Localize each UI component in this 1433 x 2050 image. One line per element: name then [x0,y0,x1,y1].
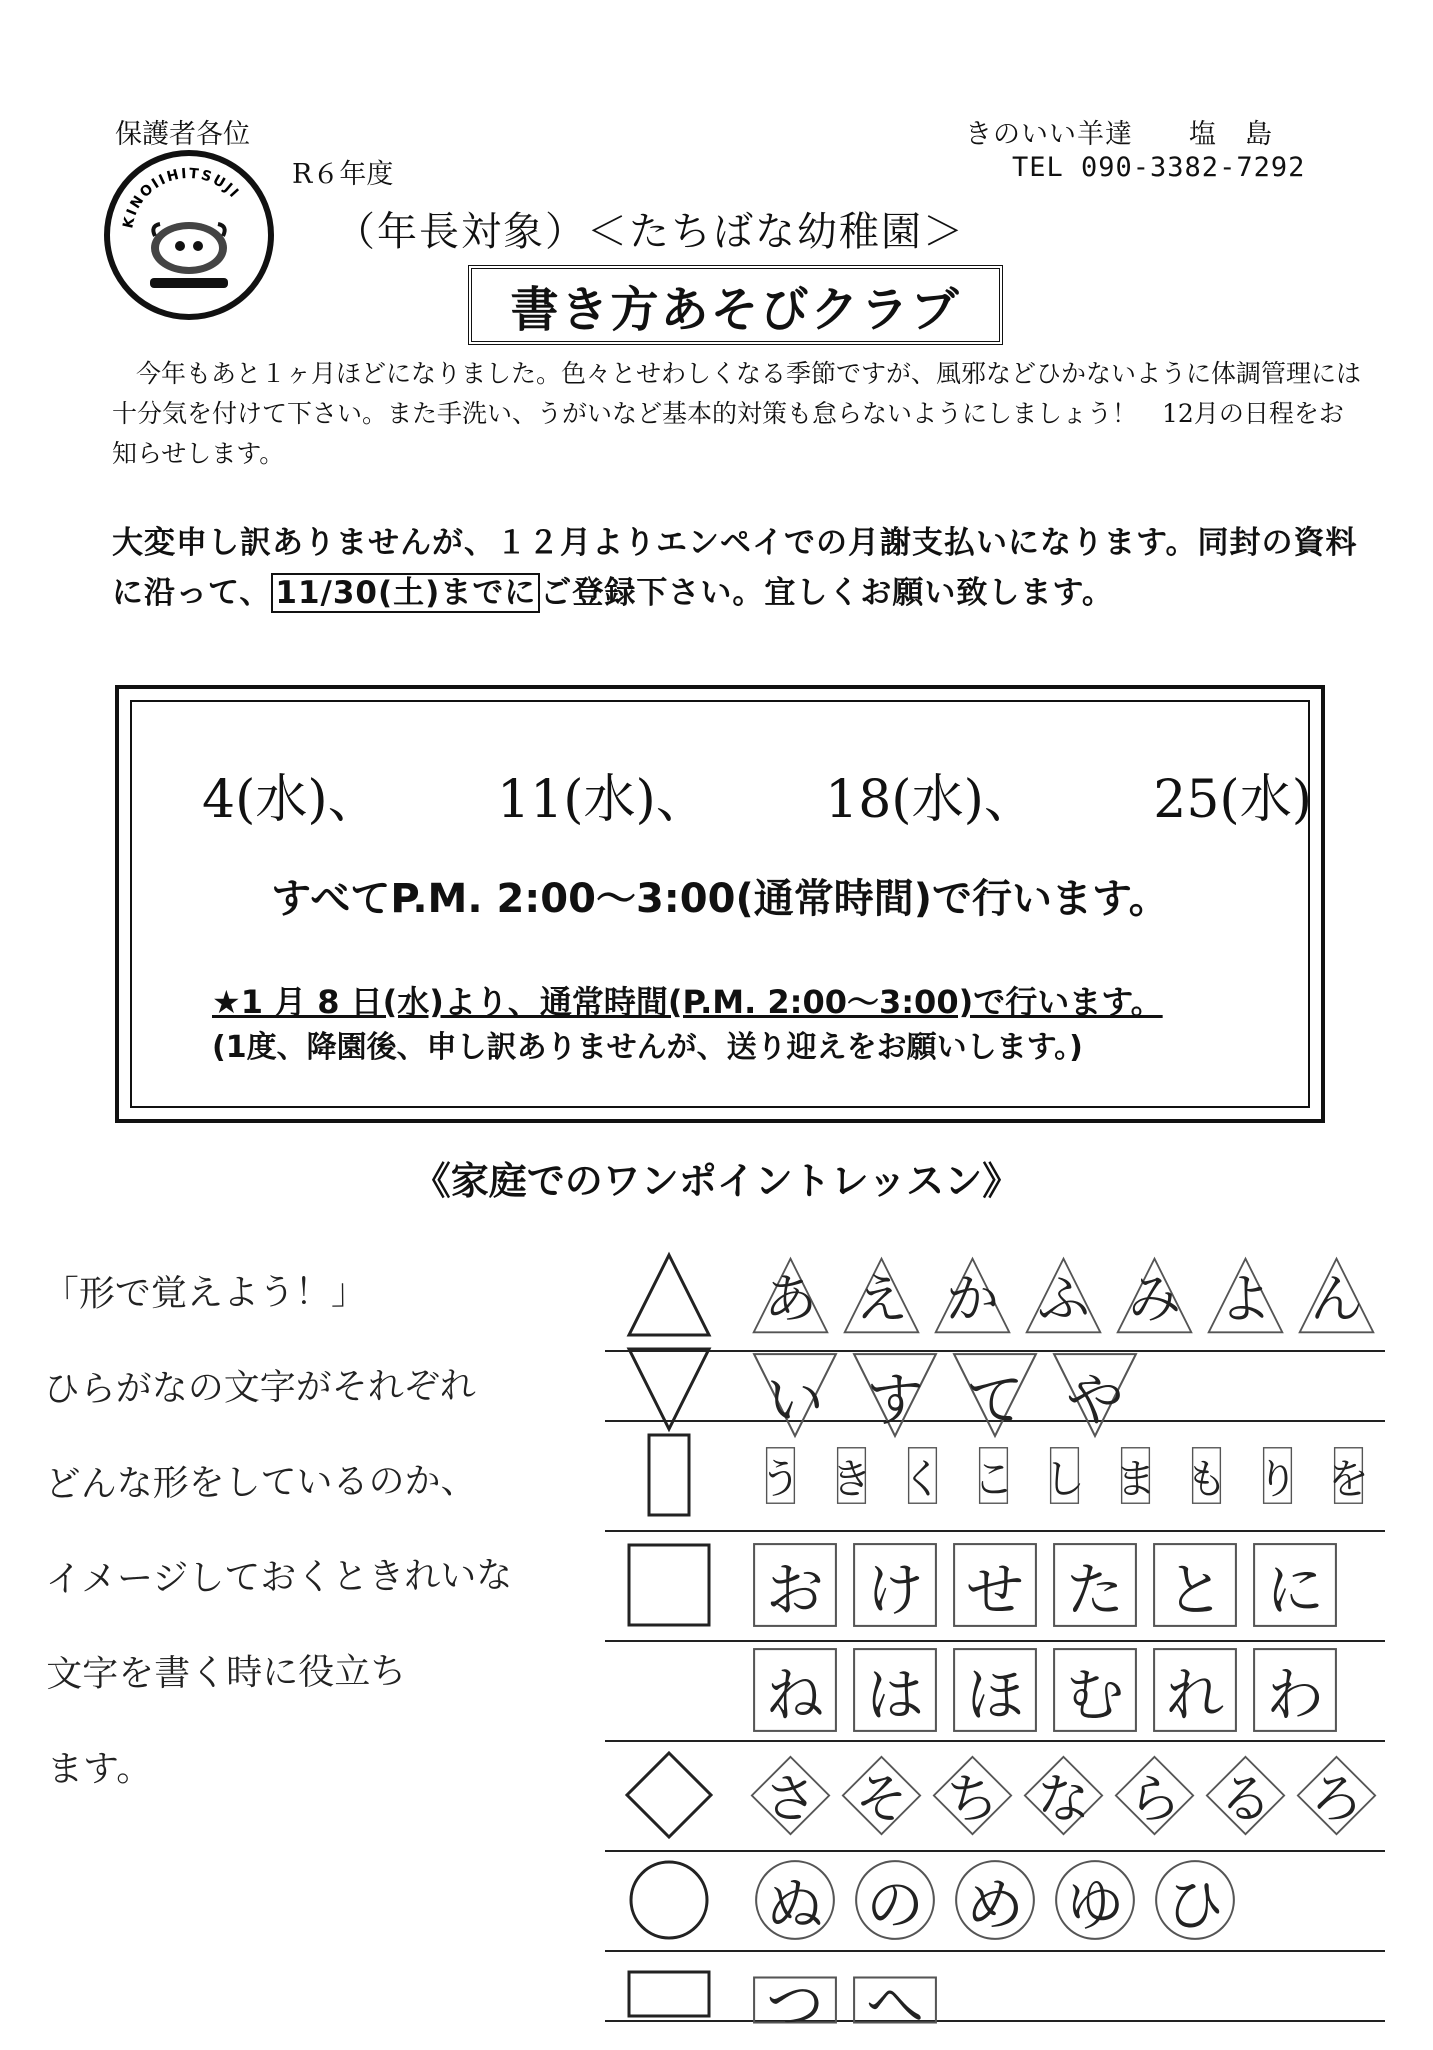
shape-row [605,1240,1385,1352]
hiragana-char [1029,1440,1100,1511]
hiragana-char-text: あ [764,1269,817,1330]
handwritten-line: ます。 [46,1748,153,1791]
hiragana-char-text: ほ [965,1661,1024,1729]
hiragana-char-text: ぬ [765,1871,824,1939]
hiragana-char-text: さ [764,1769,817,1830]
addressee: 保護者各位 [115,119,250,150]
shape-row [605,1850,1385,1952]
hiragana-char [845,1535,945,1635]
hiragana-char-text: て [965,1366,1024,1434]
handwritten-line: イメージしておくときれいな [45,1555,513,1601]
hiragana-char [745,1850,845,1950]
hiragana-char [1245,1640,1345,1740]
hiragana-char [1245,1535,1345,1635]
shape-row [605,1420,1385,1532]
logo [104,150,274,320]
hiragana-char-text: は [865,1661,924,1729]
hiragana-char [1045,1640,1145,1740]
handwritten-line: どんな形をしているのか、 [44,1460,477,1506]
hiragana-char-text: そ [855,1769,908,1830]
schedule-dates [202,757,1312,832]
hiragana-char-text: る [1219,1769,1272,1830]
hiragana-char-text: く [902,1454,943,1503]
pickup-note: (1度、降園後、申し訳ありませんが、送り迎えをお願いします。) [212,1030,1083,1065]
schedule-time: すべてP.M. 2:00～3:00(通常時間)で行います。 [271,876,1169,922]
shape-row [605,1345,1385,1434]
hiragana-char [887,1440,958,1511]
diamond-shape-icon [625,1751,705,1831]
hiragana-char-text: せ [965,1556,1024,1624]
shape-row [605,1740,1385,1852]
shape-row [605,1950,1385,2039]
hiragana-char-text: な [1037,1769,1090,1830]
handwritten-line: 文字を書く時に役立ち [46,1651,407,1696]
hiragana-char-text: か [946,1269,999,1330]
hiragana-char-text: の [865,1871,924,1939]
shape-row-chars [745,1750,1382,1841]
intro-paragraph: 今年もあと１ヶ月ほどになりました。色々とせわしくなる季節ですが、風邪などひかないように体調管理には十分気を付けて下さい。また手洗い、うがいなど基本的対策も怠らないようにしましょう！ 12月の日程をお知らせします。 [112,359,1362,468]
handwritten-line: 「形で覚えよう！」 [42,1271,368,1316]
date-item: 18(水)、 [825,770,1036,830]
hiragana-char [836,1750,927,1841]
hiragana-char-text: へ [865,1971,924,2039]
hiragana-char [1242,1440,1313,1511]
shape-row-chars [745,1950,945,2050]
tall-rect-shape-icon [625,1431,705,1511]
hiragana-char-text: す [865,1366,924,1434]
january-note: ★1 月 8 日(水)より、通常時間(P.M. 2:00～3:00)で行います。 [212,983,1163,1021]
shape-row [605,1640,1385,1742]
hiragana-char-text: む [1065,1661,1124,1729]
hiragana-char-text: を [1328,1454,1369,1503]
page-title: 書き方あそびクラブ [468,265,1003,345]
hiragana-char [1145,1535,1245,1635]
hiragana-char [1291,1250,1382,1341]
hiragana-char [1018,1750,1109,1841]
hiragana-char [845,1640,945,1740]
hiragana-char [1018,1250,1109,1341]
shape-row-chars [745,1640,1345,1740]
hiragana-char-text: ひ [1165,1871,1224,1939]
hiragana-char-text: つ [765,1971,824,2039]
date-item: 4(水)、 [202,770,380,830]
hiragana-char-text: え [855,1269,908,1330]
hiragana-char-text: も [1186,1454,1227,1503]
hiragana-char [745,1250,836,1341]
date-item: 11(水)、 [497,770,708,830]
hiragana-char-text: と [1165,1556,1224,1624]
shape-row-chars [745,1850,1245,1950]
hiragana-char [1291,1750,1382,1841]
hiragana-char [845,1850,945,1950]
hiragana-char [745,1535,845,1635]
notice-text-2: ご登録下さい。宜しくお願い致します。 [540,575,1114,611]
hiragana-char-text: き [831,1454,872,1503]
handwritten-line: ひらがなの文字がそれぞれ [43,1365,476,1411]
hiragana-char-text: し [1044,1454,1085,1503]
square-shape-icon [625,1541,705,1621]
shape-row-chars [745,1535,1345,1635]
hiragana-char [1109,1750,1200,1841]
hiragana-char [1100,1440,1171,1511]
hiragana-char [745,1440,816,1511]
hiragana-char-text: れ [1165,1661,1224,1729]
payment-notice [112,518,1372,618]
hiragana-char [1045,1535,1145,1635]
schedule-inner-frame [130,700,1310,1108]
handwritten-note [43,1243,568,1818]
hiragana-char-text: み [1128,1269,1181,1330]
hiragana-char [1171,1440,1242,1511]
hiragana-char-text: に [1265,1556,1324,1624]
hiragana-char [745,1750,836,1841]
hiragana-char [945,1535,1045,1635]
hiragana-char-text: や [1065,1366,1124,1434]
shape-row-chars [745,1250,1382,1341]
hiragana-char [927,1250,1018,1341]
hiragana-char-text: う [760,1454,801,1503]
hiragana-char [1145,1640,1245,1740]
hiragana-char-text: め [965,1871,1024,1939]
svg-text:KINOIIHITSUJI: KINOIIHITSUJI [120,165,243,230]
notice-text-1: 大変申し訳ありませんが、１２月よりエンペイでの月謝支払いになります。同封の資料に沿って、 [112,525,1358,611]
deadline-highlight: 11/30(土)までに [271,573,540,613]
sheep-logo-icon [110,156,268,314]
hiragana-char-text: ま [1115,1454,1156,1503]
hiragana-char [945,1850,1045,1950]
fiscal-year: R６年度 [292,159,394,190]
hiragana-char [945,1640,1045,1740]
hiragana-char-text: ろ [1310,1769,1363,1830]
hiragana-char [958,1440,1029,1511]
hiragana-char [1200,1250,1291,1341]
phone-number: TEL 090-3382-7292 [1012,152,1306,183]
sender-name: きのいい羊達 塩 島 [965,119,1273,150]
hiragana-char-text: ゆ [1065,1871,1124,1939]
hiragana-char [1313,1440,1384,1511]
hiragana-char-text: ね [765,1661,824,1729]
date-item: 25(水) [1153,770,1312,830]
shape-row [605,1530,1385,1642]
hiragana-char-text: よ [1219,1269,1272,1330]
hiragana-char-text: た [1065,1556,1124,1624]
lesson-title: 《家庭でのワンポイントレッスン》 [412,1159,1021,1203]
subtitle: （年長対象）＜たちばな幼稚園＞ [335,209,965,255]
hiragana-char [927,1750,1018,1841]
hiragana-char-text: り [1257,1454,1298,1503]
hiragana-char [1045,1850,1145,1950]
hiragana-char [816,1440,887,1511]
schedule-box [115,685,1325,1123]
hiragana-char [845,1950,945,2050]
triangle-up-shape-icon [625,1251,705,1331]
hiragana-char-text: わ [1265,1661,1324,1729]
hiragana-char [1145,1850,1245,1950]
circle-shape-icon [625,1856,705,1936]
hiragana-char-text: ん [1310,1269,1363,1330]
hiragana-char-text: ら [1128,1769,1181,1830]
shape-row-chars [745,1440,1384,1511]
hiragana-char-text: い [765,1366,824,1434]
wide-rect-shape-icon [625,1950,705,2030]
hiragana-char [745,1640,845,1740]
hiragana-char-text: け [865,1556,924,1624]
hiragana-char [1200,1750,1291,1841]
hiragana-char-text: ち [946,1769,999,1830]
hiragana-char-text: ふ [1037,1269,1090,1330]
hiragana-char [1109,1250,1200,1341]
hiragana-char-text: こ [973,1454,1014,1503]
triangle-down-shape-icon [625,1345,705,1425]
hiragana-char [745,1950,845,2050]
hiragana-char [836,1250,927,1341]
hiragana-char-text: お [765,1556,824,1624]
